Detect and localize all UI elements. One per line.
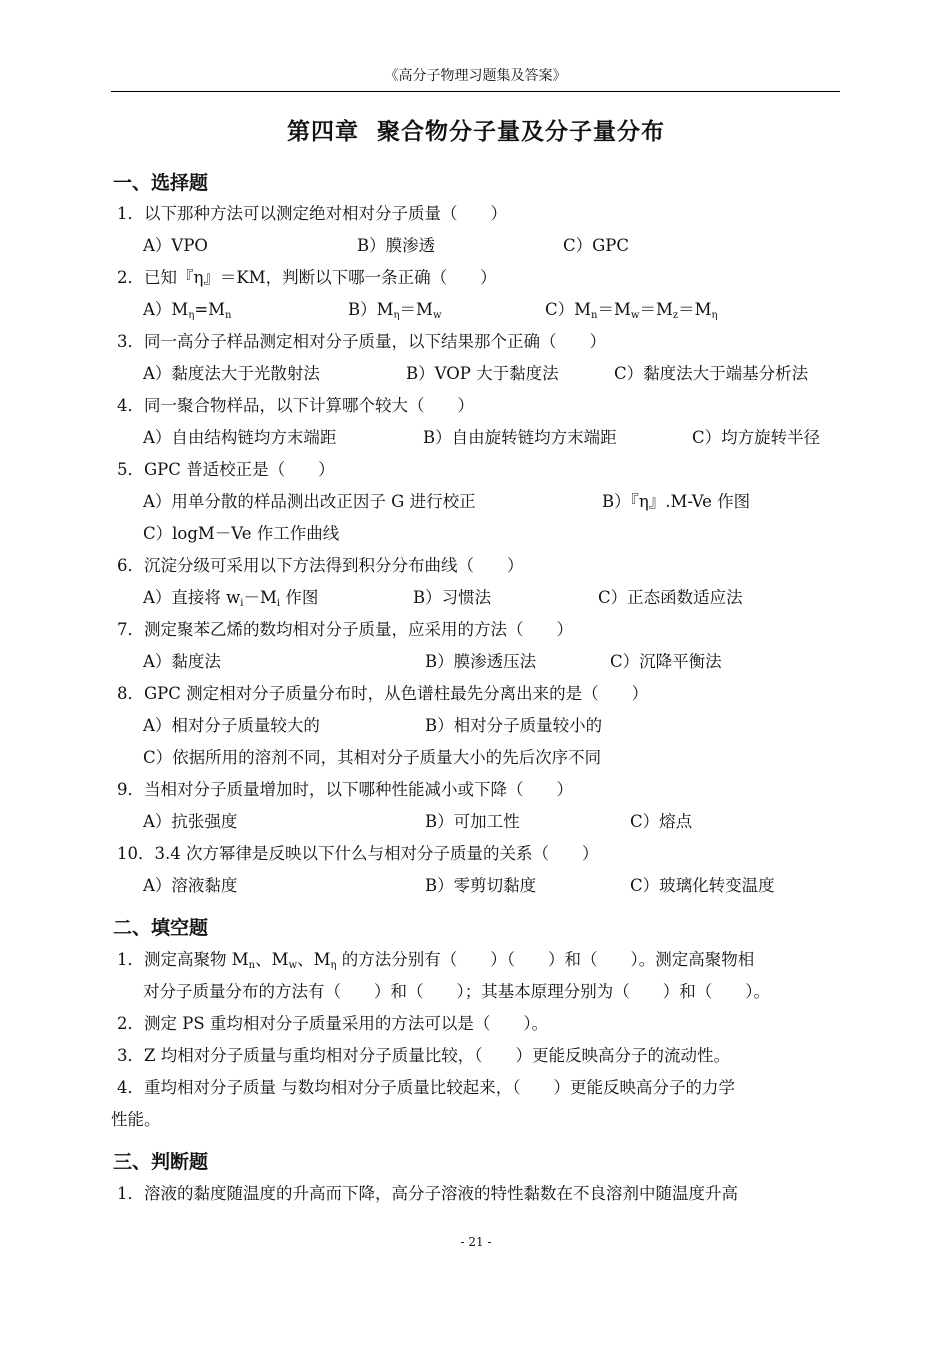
chapter-title [0,113,952,146]
question-1-option-a: A）VPO [143,236,208,255]
question-3-option-a: A）黏度法大于光散射法 [143,364,320,383]
question-10-option-a: A）溶液黏度 [143,876,238,895]
fill-question-2: 2．测定 PS 重均相对分子质量采用的方法可以是（ ）。 [117,1014,549,1033]
question-10-option-c: C）玻璃化转变温度 [630,876,775,895]
question-6-option-a: A）直接将 $w_i-M_i$ 作图 [143,588,319,609]
question-7-option-b: B）膜渗透压法 [425,652,537,671]
question-8-option-b: B）相对分子质量较小的 [425,716,603,735]
question-9-stem: 9．当相对分子质量增加时，以下哪种性能减小或下降（ ） [117,780,573,799]
question-5-option-b: B）『η』.M-Ve 作图 [602,492,751,511]
question-3-option-b: B）VOP 大于黏度法 [406,364,559,383]
question-7-option-a: A）黏度法 [143,652,221,671]
question-4-option-a: A）自由结构链均方末端距 [143,428,337,447]
question-5-stem: 5．GPC 普适校正是（ ） [117,460,335,479]
question-7-stem: 7．测定聚苯乙烯的数均相对分子质量，应采用的方法（ ） [117,620,573,639]
question-8-stem: 8．GPC 测定相对分子质量分布时，从色谱柱最先分离出来的是（ ） [117,684,649,703]
question-9-option-b: B）可加工性 [425,812,520,831]
question-10-stem: 10．3.4 次方幂律是反映以下什么与相对分子质量的关系（ ） [117,844,599,863]
question-3-stem: 3．同一高分子样品测定相对分子质量，以下结果那个正确（ ） [117,332,606,351]
fill-question-1-line2: 对分子质量分布的方法有（ ）和（ ）；其基本原理分别为（ ）和（ ）。 [143,982,770,1001]
question-5-option-a: A）用单分散的样品测出改正因子 G 进行校正 [143,492,476,511]
chapter-name: 聚合物分子量及分子量分布 [377,119,665,145]
question-1-option-c: C）GPC [563,236,630,255]
question-2-option-b: $B)M_\eta=M_w$ [348,300,442,321]
question-4-option-b: B）自由旋转链均方末端距 [423,428,617,447]
question-9-option-c: C）熔点 [630,812,693,831]
section-heading-choice: 一、选择题 [113,172,209,194]
question-6-option-c: C）正态函数适应法 [598,588,743,607]
question-7-option-c: C）沉降平衡法 [610,652,722,671]
question-1-stem: 1．以下那种方法可以测定绝对相对分子质量（ ） [117,204,507,223]
fill-question-4-line1: 4．重均相对分子质量 与数均相对分子质量比较起来，（ ）更能反映高分子的力学 [117,1078,735,1097]
question-4-stem: 4．同一聚合物样品，以下计算哪个较大（ ） [117,396,474,415]
chapter-number: 第四章 [287,119,359,145]
question-8-option-a: A）相对分子质量较大的 [143,716,320,735]
question-6-stem: 6．沉淀分级可采用以下方法得到积分分布曲线（ ） [117,556,524,575]
fill-question-1-line1: 1．测定高聚物 $M_n$、$M_w$、$M_\eta$ 的方法分别有（ ）（ ）和（ ）。测定高聚物相 [117,950,755,971]
judge-question-1: 1．溶液的黏度随温度的升高而下降，高分子溶液的特性黏数在不良溶剂中随温度升高 [117,1184,738,1203]
question-5-option-c: C）logM－Ve 作工作曲线 [143,524,340,543]
question-8-option-c: C）依据所用的溶剂不同，其相对分子质量大小的先后次序不同 [143,748,602,767]
page-number: - 21 - [460,1235,492,1249]
running-header: 《高分子物理习题集及答案》 [384,68,567,84]
question-1-option-b: B）膜渗透 [357,236,436,255]
question-2-option-c: $C)M_n=M_w=M_z=M_\eta$ [545,300,718,321]
section-heading-judge: 三、判断题 [113,1151,209,1173]
question-10-option-b: B）零剪切黏度 [425,876,537,895]
question-4-option-c: C）均方旋转半径 [692,428,821,447]
question-3-option-c: C）黏度法大于端基分析法 [614,364,809,383]
fill-question-4-line2: 性能。 [111,1110,161,1129]
fill-question-3: 3．Z 均相对分子质量与重均相对分子质量比较，（ ）更能反映高分子的流动性。 [117,1046,730,1065]
question-2-stem: 2．已知『η』＝KM，判断以下哪一条正确（ ） [117,268,497,287]
question-2-option-a: $A)M_\eta=M_n$ [143,300,232,321]
question-9-option-a: A）抗张强度 [143,812,238,831]
header-rule [111,91,840,92]
section-heading-fill: 二、填空题 [113,917,209,939]
question-6-option-b: B）习惯法 [413,588,492,607]
